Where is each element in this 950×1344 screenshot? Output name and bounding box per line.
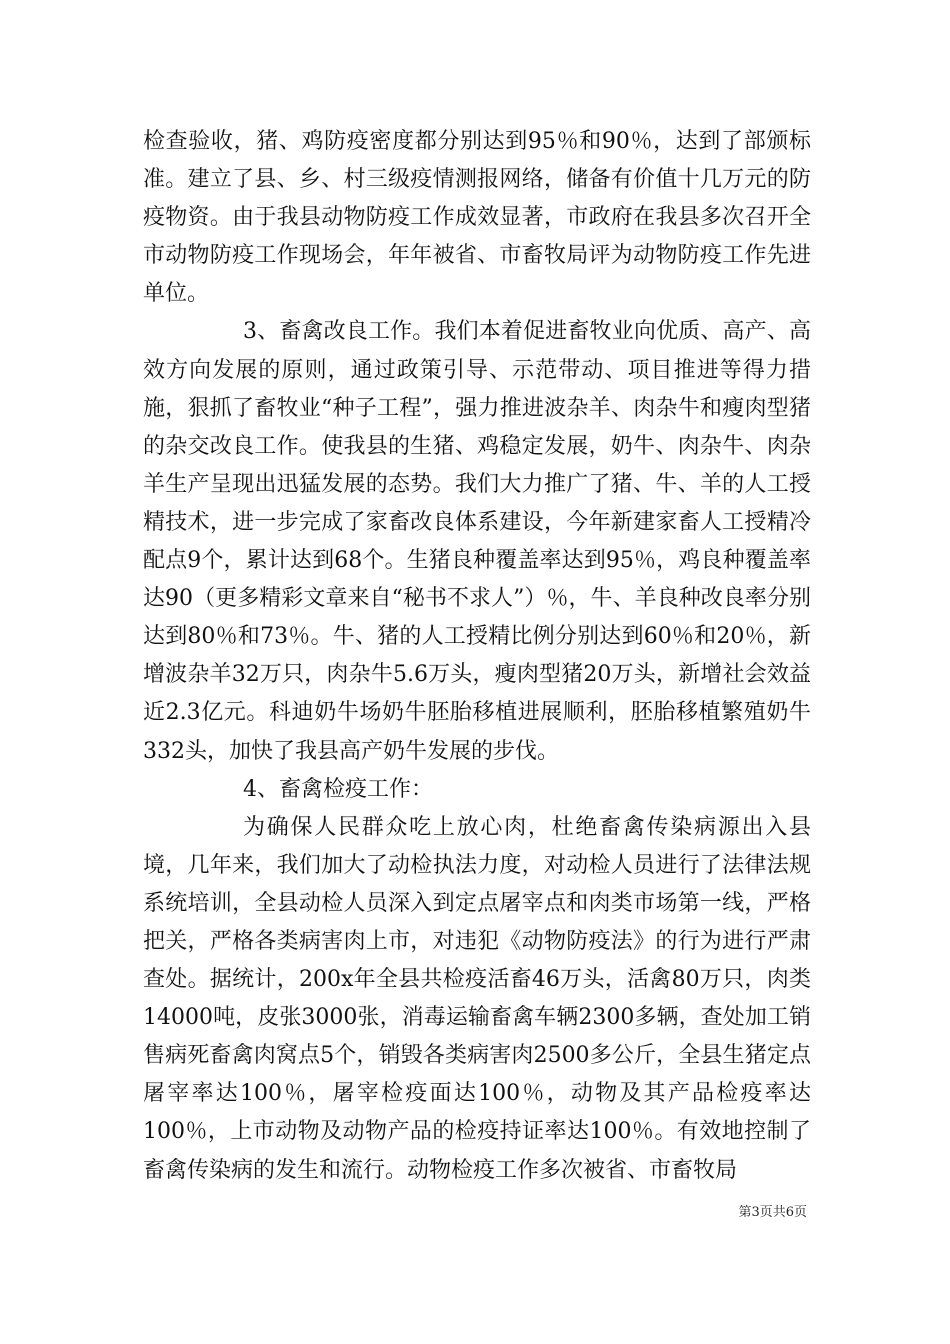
paragraph-quarantine-work: 为确保人民群众吃上放心肉，杜绝畜禽传染病源出入县境，几年来，我们加大了动检执法力度，对动检人员进行了法律法规系统培训，全县动检人员深入到定点屠宰点和肉类市场第一线，严格把关，严格各类病害肉上市，对违犯《动物防疫法》的行为进行严肃查处。据统计，200x年全县共检疫活畜46万头，活禽80万只，肉类14000吨，皮张3000张，消毒运输畜禽车辆2300多辆，查处加工销售病死畜禽肉窝点5个，销毁各类病害肉2500多公斤，全县生猪定点屠宰率达100％，屠宰检疫面达100％，动物及其产品检疫率达100％，上市动物及动物产品的检疫持证率达100％。有效地控制了畜禽传染病的发生和流行。动物检疫工作多次被省、市畜牧局 (143, 814, 811, 1183)
page-number-footer: 第3页共6页 (738, 1205, 807, 1220)
document-body (143, 123, 811, 1190)
paragraph-livestock-improvement: 3、畜禽改良工作。我们本着促进畜牧业向优质、高产、高效方向发展的原则，通过政策引导、示范带动、项目推进等得力措施，狠抓了畜牧业“种子工程”，强力推进波杂羊、肉杂牛和瘦肉型猪的杂交改良工作。使我县的生猪、鸡稳定发展，奶牛、肉杂牛、肉杂羊生产呈现出迅猛发展的态势。我们大力推广了猪、牛、羊的人工授精技术，进一步完成了家畜改良体系建设，今年新建家畜人工授精冷配点9个，累计达到68个。生猪良种覆盖率达到95％，鸡良种覆盖率达90（更多精彩文章来自“秘书不求人”）％，牛、羊良种改良率分别达到80％和73％。牛、猪的人工授精比例分别达到60％和20％，新增波杂羊32万只，肉杂牛5.6万头，瘦肉型猪20万头，新增社会效益近2.3亿元。科迪奶牛场奶牛胚胎移植进展顺利，胚胎移植繁殖奶牛332头，加快了我县高产奶牛发展的步伐。 (143, 319, 811, 764)
paragraph-epidemic-prevention-continued: 检查验收，猪、鸡防疫密度都分别达到95％和90％，达到了部颁标准。建立了县、乡、村三级疫情测报网络，储备有价值十几万元的防疫物资。由于我县动物防疫工作成效显著，市政府在我县多次召开全市动物防疫工作现场会，年年被省、市畜牧局评为动物防疫工作先进单位。 (143, 129, 811, 307)
section-heading-quarantine: 4、畜禽检疫工作： (243, 776, 433, 802)
